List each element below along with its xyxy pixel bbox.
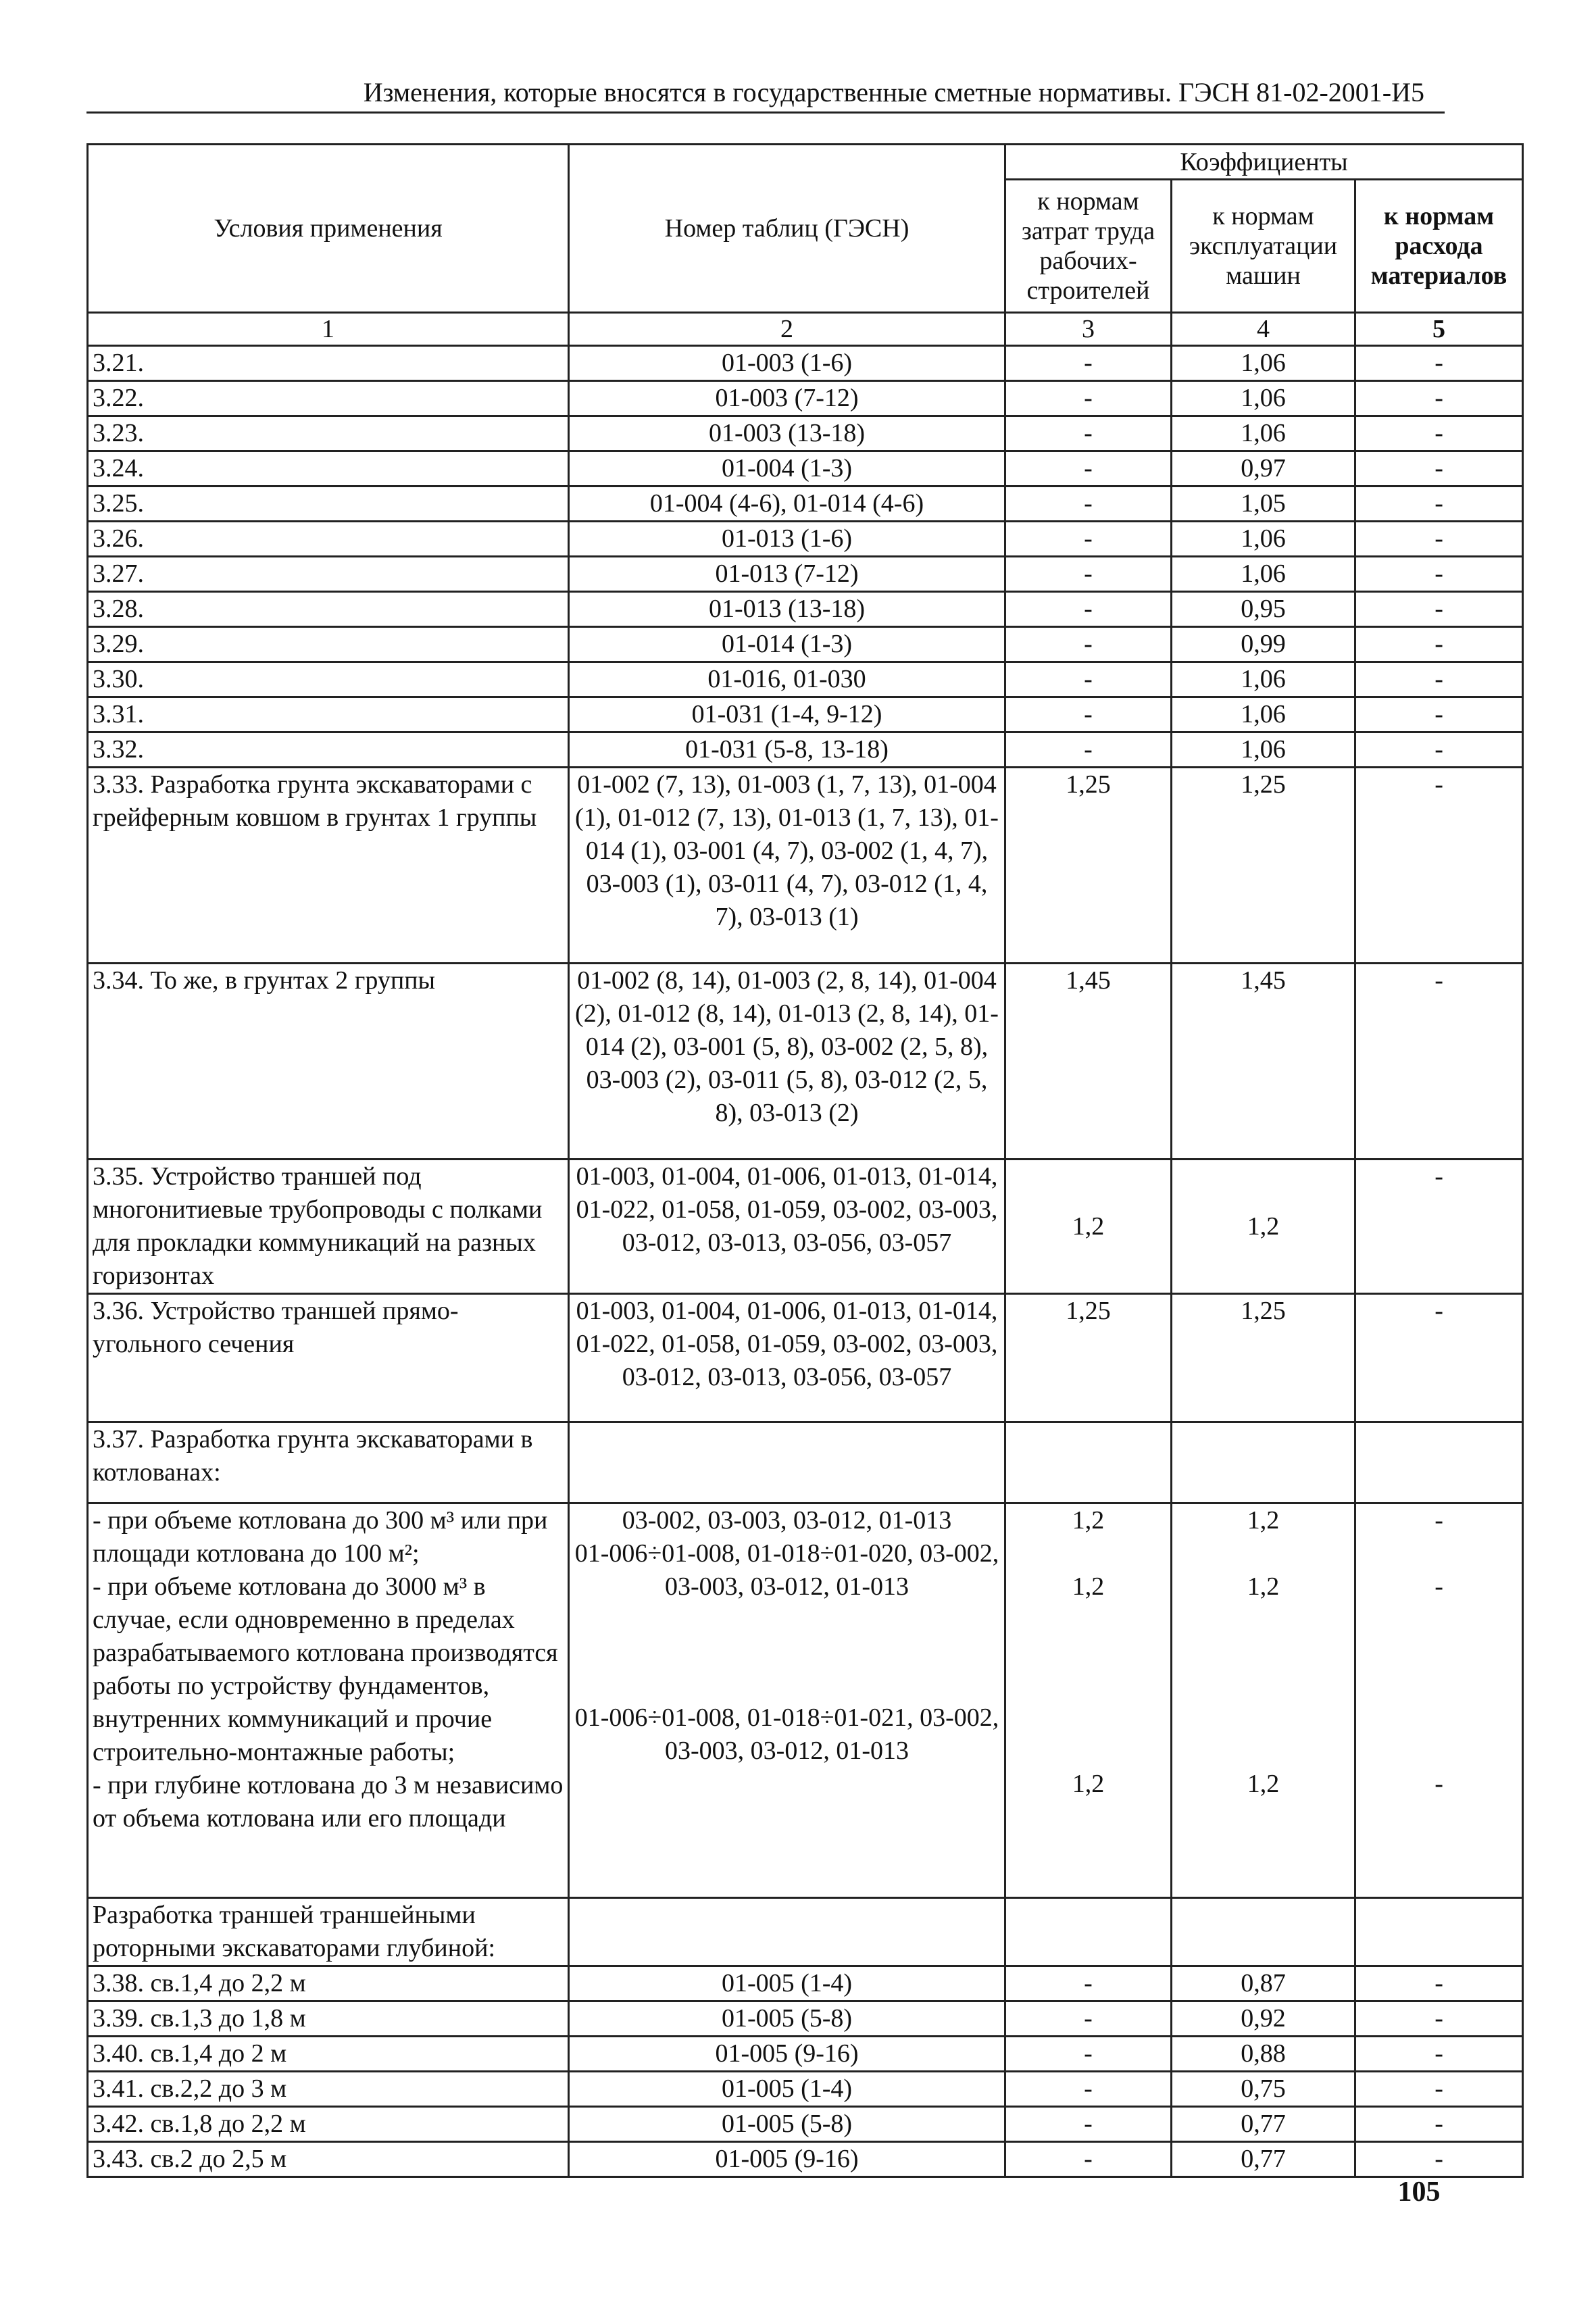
labor-coef-cell: 1,25 (1005, 768, 1172, 964)
condition-cell: 3.21. (88, 346, 569, 381)
machines-coef-cell: 1,06 (1172, 697, 1355, 732)
labor-coef-cell: - (1005, 346, 1172, 381)
tables-cell: 01-003, 01-004, 01-006, 01-013, 01-014, 01-022, 01-058, 01-059, 03-002, 03-003, 03-012, 03-013, 03-056, 03-057 (569, 1294, 1005, 1422)
labor-coef-cell: - (1005, 2037, 1172, 2072)
materials-coef-cell: - (1355, 557, 1523, 592)
machines-coef-entry: 1,2 (1247, 1770, 1280, 1798)
machines-coef-cell: 0,77 (1172, 2107, 1355, 2142)
tables-cell: 01-004 (1-3) (569, 451, 1005, 487)
materials-coef-cell: - (1355, 2072, 1523, 2107)
page-number: 105 (1397, 2176, 1441, 2208)
empty-cell (1355, 1898, 1523, 1966)
table-row (88, 1898, 1523, 1966)
table-row (88, 732, 1523, 768)
tables-entry: 01-006÷01-008, 01-018÷01-020, 03-002, 03-003, 03-012, 01-013 (574, 1539, 999, 1601)
condition-cell: 3.29. (88, 627, 569, 662)
labor-coef-cell (1005, 1503, 1172, 1898)
labor-coef-cell: - (1005, 697, 1172, 732)
machines-coef-cell (1172, 1503, 1355, 1898)
header-conditions: Условия применения (88, 145, 569, 313)
column-number-row (88, 313, 1523, 346)
tables-entry: 01-006÷01-008, 01-018÷01-021, 03-002, 03-003, 03-012, 01-013 (574, 1703, 999, 1765)
labor-coef-cell: - (1005, 416, 1172, 451)
condition-cell: 3.26. (88, 522, 569, 557)
table-row (88, 1503, 1523, 1898)
table-row (88, 2001, 1523, 2037)
column-number: 3 (1005, 313, 1172, 346)
condition-cell: 3.36. Устройство траншей прямо-угольного сечения (88, 1294, 569, 1422)
materials-coef-cell: - (1355, 416, 1523, 451)
labor-coef-cell: - (1005, 2001, 1172, 2037)
materials-coef-cell: - (1355, 1160, 1523, 1294)
condition-cell: 3.40. св.1,4 до 2 м (88, 2037, 569, 2072)
tables-cell: 01-005 (5-8) (569, 2001, 1005, 2037)
machines-coef-cell: 0,75 (1172, 2072, 1355, 2107)
table-row (88, 592, 1523, 627)
machines-coef-cell: 0,92 (1172, 2001, 1355, 2037)
tables-cell: 01-005 (5-8) (569, 2107, 1005, 2142)
table-row (88, 346, 1523, 381)
labor-coef-entry: 1,2 (1072, 1770, 1105, 1798)
materials-coef-cell: - (1355, 662, 1523, 697)
condition-cell: 3.42. св.1,8 до 2,2 м (88, 2107, 569, 2142)
machines-coef-cell: 1,05 (1172, 487, 1355, 522)
condition-cell: 3.22. (88, 381, 569, 416)
empty-cell (1005, 1898, 1172, 1966)
labor-coef-cell: 1,25 (1005, 1294, 1172, 1422)
machines-coef-cell: 1,06 (1172, 416, 1355, 451)
labor-coef-cell: - (1005, 381, 1172, 416)
condition-cell: Разработка траншей траншейными роторными экскаваторами глубиной: (88, 1898, 569, 1966)
table-row (88, 1422, 1523, 1503)
page-header (86, 76, 1445, 114)
table-row (88, 381, 1523, 416)
machines-coef-cell: 1,06 (1172, 662, 1355, 697)
table-row (88, 2072, 1523, 2107)
materials-coef-cell: - (1355, 381, 1523, 416)
machines-coef-cell: 1,2 (1172, 1160, 1355, 1294)
tables-cell: 01-003 (7-12) (569, 381, 1005, 416)
machines-coef-cell: 0,99 (1172, 627, 1355, 662)
machines-coef-cell: 0,77 (1172, 2142, 1355, 2177)
materials-coef-cell: - (1355, 768, 1523, 964)
empty-cell (569, 1898, 1005, 1966)
condition-cell: 3.32. (88, 732, 569, 768)
tables-cell: 01-014 (1-3) (569, 627, 1005, 662)
materials-coef-entry: - (1435, 1770, 1443, 1798)
labor-coef-cell: - (1005, 2072, 1172, 2107)
machines-coef-cell: 1,06 (1172, 557, 1355, 592)
labor-coef-entry: 1,2 (1072, 1506, 1105, 1535)
empty-cell (1172, 1422, 1355, 1503)
tables-cell: 01-004 (4-6), 01-014 (4-6) (569, 487, 1005, 522)
condition-cell: 3.28. (88, 592, 569, 627)
materials-coef-entry: - (1435, 1506, 1443, 1535)
labor-coef-cell: - (1005, 487, 1172, 522)
labor-coef-cell: 1,2 (1005, 1160, 1172, 1294)
condition-cell: 3.31. (88, 697, 569, 732)
table-row (88, 1294, 1523, 1422)
labor-coef-cell: - (1005, 2142, 1172, 2177)
header-tables: Номер таблиц (ГЭСН) (569, 145, 1005, 313)
condition-cell: 3.30. (88, 662, 569, 697)
condition-cell: 3.43. св.2 до 2,5 м (88, 2142, 569, 2177)
tables-entry: 03-002, 03-003, 03-012, 01-013 (622, 1506, 952, 1535)
empty-cell (1005, 1422, 1172, 1503)
table-row (88, 697, 1523, 732)
materials-coef-cell: - (1355, 346, 1523, 381)
materials-coef-entry: - (1435, 1572, 1443, 1601)
tables-cell: 01-005 (1-4) (569, 2072, 1005, 2107)
materials-coef-cell: - (1355, 627, 1523, 662)
machines-coef-cell: 1,25 (1172, 1294, 1355, 1422)
tables-cell: 01-003 (1-6) (569, 346, 1005, 381)
materials-coef-cell: - (1355, 2107, 1523, 2142)
condition-cell (88, 1503, 569, 1898)
tables-cell: 01-013 (1-6) (569, 522, 1005, 557)
tables-cell: 01-013 (7-12) (569, 557, 1005, 592)
tables-cell: 01-031 (1-4, 9-12) (569, 697, 1005, 732)
tables-cell: 01-002 (8, 14), 01-003 (2, 8, 14), 01-004 (2), 01-012 (8, 14), 01-013 (2, 8, 14), 01-014 (2), 03-001 (5, 8), 03-002 (2, 5, 8), 03-003 (2), 03-011 (5, 8), 03-012 (2, 5, 8), 03-013 (2) (569, 964, 1005, 1160)
machines-coef-entry: 1,2 (1247, 1572, 1280, 1601)
materials-coef-cell: - (1355, 522, 1523, 557)
table-row (88, 487, 1523, 522)
labor-coef-cell: - (1005, 2107, 1172, 2142)
condition-cell: 3.24. (88, 451, 569, 487)
table-row (88, 557, 1523, 592)
header-coefficients: Коэффициенты (1005, 145, 1523, 180)
labor-coef-entry: 1,2 (1072, 1572, 1105, 1601)
machines-coef-cell: 0,97 (1172, 451, 1355, 487)
machines-coef-cell: 1,06 (1172, 732, 1355, 768)
labor-coef-cell: - (1005, 732, 1172, 768)
materials-coef-cell: - (1355, 1294, 1523, 1422)
table-row (88, 1966, 1523, 2001)
empty-cell (569, 1422, 1005, 1503)
table-row (88, 627, 1523, 662)
table-row (88, 2037, 1523, 2072)
machines-coef-cell: 1,06 (1172, 522, 1355, 557)
table-row (88, 768, 1523, 964)
header-machines: к нормам эксплуатации машин (1172, 180, 1355, 313)
condition-entry: - при объеме котлована до 3000 м³ в случае, если одновременно в пределах разрабатываемого котлована производятся работы по устройству фундаментов, внутренних коммуникаций и прочие строительно-монтажные работы; (93, 1572, 558, 1766)
machines-coef-cell: 0,87 (1172, 1966, 1355, 2001)
labor-coef-cell: - (1005, 662, 1172, 697)
empty-cell (1355, 1422, 1523, 1503)
tables-cell: 01-005 (9-16) (569, 2142, 1005, 2177)
materials-coef-cell: - (1355, 2001, 1523, 2037)
materials-coef-cell (1355, 1503, 1523, 1898)
condition-cell: 3.38. св.1,4 до 2,2 м (88, 1966, 569, 2001)
condition-cell: 3.35. Устройство траншей под многонитиевые трубопроводы с полками для прокладки коммуникаций на разных горизонтах (88, 1160, 569, 1294)
header-text: Изменения, которые вносятся в государственные сметные нормативы. ГЭСН 81-02-2001-И5 (363, 77, 1424, 107)
materials-coef-cell: - (1355, 2142, 1523, 2177)
tables-cell (569, 1503, 1005, 1898)
condition-cell: 3.27. (88, 557, 569, 592)
column-number: 5 (1355, 313, 1523, 346)
labor-coef-cell: - (1005, 1966, 1172, 2001)
condition-cell: 3.33. Разработка грунта экскаваторами с грейферным ковшом в грунтах 1 группы (88, 768, 569, 964)
tables-cell: 01-002 (7, 13), 01-003 (1, 7, 13), 01-004 (1), 01-012 (7, 13), 01-013 (1, 7, 13), 01-014 (1), 03-001 (4, 7), 03-002 (1, 4, 7), 03-003 (1), 03-011 (4, 7), 03-012 (1, 4, 7), 03-013 (1) (569, 768, 1005, 964)
machines-coef-cell: 1,45 (1172, 964, 1355, 1160)
tables-cell: 01-003, 01-004, 01-006, 01-013, 01-014, 01-022, 01-058, 01-059, 03-002, 03-003, 03-012, 03-013, 03-056, 03-057 (569, 1160, 1005, 1294)
condition-cell: 3.37. Разработка грунта экскаваторами в котлованах: (88, 1422, 569, 1503)
condition-cell: 3.23. (88, 416, 569, 451)
coefficients-table (86, 143, 1524, 2178)
tables-cell: 01-013 (13-18) (569, 592, 1005, 627)
tables-cell: 01-016, 01-030 (569, 662, 1005, 697)
materials-coef-cell: - (1355, 2037, 1523, 2072)
table-row (88, 662, 1523, 697)
condition-entry: - при глубине котлована до 3 м независимо от объема котлована или его площади (93, 1771, 564, 1833)
table-row (88, 2142, 1523, 2177)
tables-cell: 01-005 (1-4) (569, 1966, 1005, 2001)
column-number: 2 (569, 313, 1005, 346)
table-row (88, 2107, 1523, 2142)
materials-coef-cell: - (1355, 487, 1523, 522)
table-row (88, 964, 1523, 1160)
column-number: 1 (88, 313, 569, 346)
tables-cell: 01-003 (13-18) (569, 416, 1005, 451)
table-row (88, 522, 1523, 557)
machines-coef-cell: 0,95 (1172, 592, 1355, 627)
labor-coef-cell: 1,45 (1005, 964, 1172, 1160)
condition-entry: - при объеме котлована до 300 м³ или при площади котлована до 100 м²; (93, 1506, 548, 1568)
table-row (88, 451, 1523, 487)
empty-cell (1172, 1898, 1355, 1966)
condition-cell: 3.39. св.1,3 до 1,8 м (88, 2001, 569, 2037)
column-number: 4 (1172, 313, 1355, 346)
labor-coef-cell: - (1005, 451, 1172, 487)
materials-coef-cell: - (1355, 697, 1523, 732)
machines-coef-cell: 0,88 (1172, 2037, 1355, 2072)
materials-coef-cell: - (1355, 964, 1523, 1160)
condition-cell: 3.41. св.2,2 до 3 м (88, 2072, 569, 2107)
labor-coef-cell: - (1005, 592, 1172, 627)
machines-coef-cell: 1,25 (1172, 768, 1355, 964)
materials-coef-cell: - (1355, 1966, 1523, 2001)
labor-coef-cell: - (1005, 627, 1172, 662)
table-row (88, 1160, 1523, 1294)
header-materials: к нормам расхода материалов (1355, 180, 1523, 313)
table-row (88, 416, 1523, 451)
tables-cell: 01-031 (5-8, 13-18) (569, 732, 1005, 768)
machines-coef-entry: 1,2 (1247, 1506, 1280, 1535)
condition-cell: 3.34. То же, в грунтах 2 группы (88, 964, 569, 1160)
condition-cell: 3.25. (88, 487, 569, 522)
header-labor: к нормам затрат труда рабочих-строителей (1005, 180, 1172, 313)
machines-coef-cell: 1,06 (1172, 381, 1355, 416)
machines-coef-cell: 1,06 (1172, 346, 1355, 381)
labor-coef-cell: - (1005, 557, 1172, 592)
tables-cell: 01-005 (9-16) (569, 2037, 1005, 2072)
materials-coef-cell: - (1355, 451, 1523, 487)
materials-coef-cell: - (1355, 732, 1523, 768)
materials-coef-cell: - (1355, 592, 1523, 627)
labor-coef-cell: - (1005, 522, 1172, 557)
